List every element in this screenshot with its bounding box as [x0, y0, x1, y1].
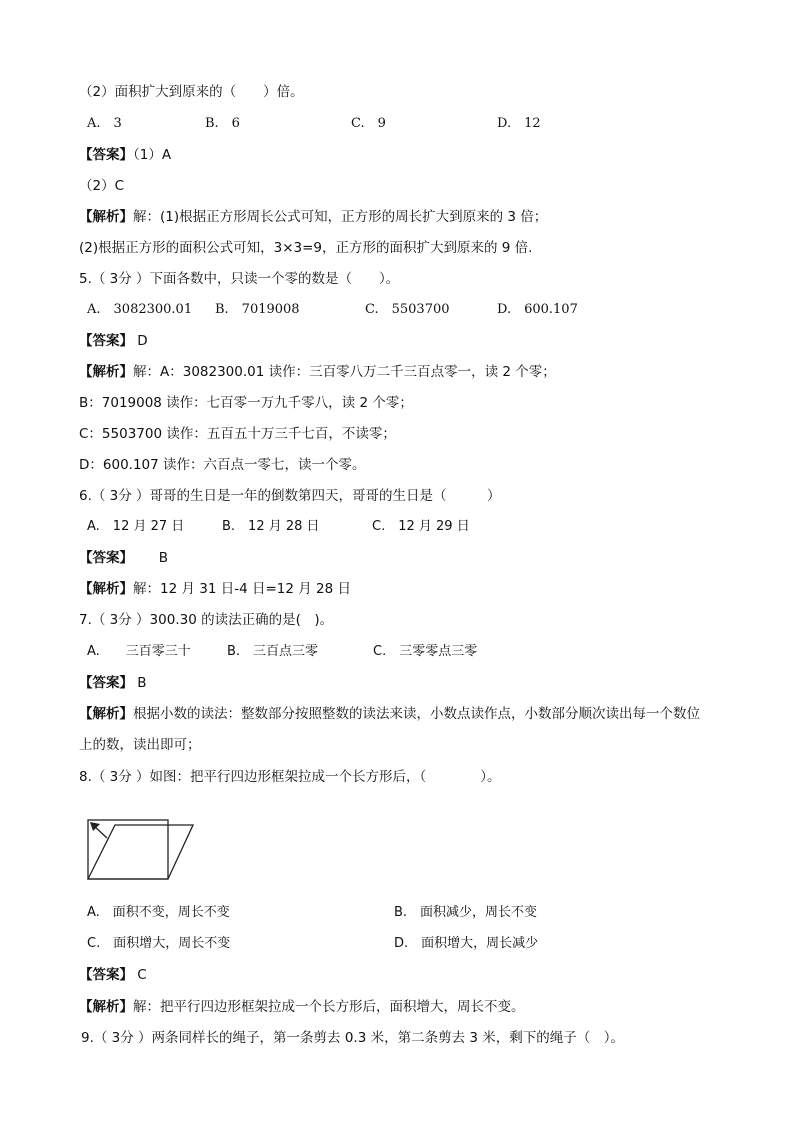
analysis-tag: 【解析】 — [79, 364, 133, 380]
analysis-tag: 【解析】 — [79, 999, 133, 1015]
q7-option-c: C. 三零零点三零 — [373, 644, 478, 659]
q5-analysis-3: C：5503700 读作：五百五十万三千七百，不读零； — [79, 426, 396, 442]
answer-tag: 【答案】 — [79, 147, 133, 163]
rectangle-shape — [88, 820, 168, 879]
analysis-tag: 【解析】 — [79, 581, 133, 597]
answer-text: B — [137, 675, 147, 691]
q6-option-c: C. 12 月 29 日 — [372, 519, 470, 534]
q5-option-a: A. 3082300.01 — [87, 302, 193, 317]
q4-answer-2: （2）C — [79, 178, 125, 194]
q8-option-c: C. 面积增大，周长不变 — [87, 936, 231, 951]
q4-option-c: C. 9 — [351, 116, 386, 131]
q5-option-d: D. 600.107 — [497, 302, 578, 317]
answer-tag: 【答案】 — [79, 675, 133, 691]
q6-stem: 6.（ 3分 ）哥哥的生日是一年的倒数第四天，哥哥的生日是（ ） — [79, 488, 501, 504]
parallelogram-rectangle-figure — [86, 818, 196, 882]
q6-analysis — [79, 579, 351, 599]
answer-tag: 【答案】 — [79, 333, 133, 349]
q4-part2-stem: （2）面积扩大到原来的（ ）倍。 — [79, 84, 304, 100]
analysis-tag: 【解析】 — [79, 706, 133, 722]
answer-text: D — [137, 333, 148, 349]
q5-option-c: C. 5503700 — [365, 302, 450, 317]
answer-tag: 【答案】 — [79, 550, 133, 566]
q8-analysis — [79, 997, 525, 1017]
q4-option-a: A. 3 — [87, 116, 122, 131]
analysis-tag: 【解析】 — [79, 209, 133, 225]
answer-text: （1）A — [133, 147, 172, 163]
q5-analysis — [79, 362, 556, 382]
q4-answer — [79, 145, 171, 165]
answer-tag: 【答案】 — [79, 967, 133, 983]
analysis-text: 解：把平行四边形框架拉成一个长方形后，面积增大，周长不变。 — [133, 999, 525, 1015]
q8-answer — [79, 965, 147, 985]
parallelogram-shape — [88, 825, 193, 879]
analysis-text: 解：(1)根据正方形周长公式可知，正方形的周长扩大到原来的 3 倍； — [133, 209, 548, 225]
q4-option-b: B. 6 — [205, 116, 240, 131]
q5-stem: 5.（ 3分 ）下面各数中，只读一个零的数是（ ）。 — [79, 271, 400, 287]
q6-option-a: A. 12 月 27 日 — [87, 519, 185, 534]
q8-option-a: A. 面积不变，周长不变 — [87, 905, 230, 920]
analysis-text: 根据小数的读法：整数部分按照整数的读法来读，小数点读作点，小数部分顺次读出每一个数位 — [133, 706, 700, 722]
q4-analysis-2: (2)根据正方形的面积公式可知，3×3=9，正方形的面积扩大到原来的 9 倍. — [79, 240, 533, 256]
q4-option-d: D. 12 — [497, 116, 541, 131]
analysis-text: 解：12 月 31 日-4 日=12 月 28 日 — [133, 581, 352, 597]
q5-option-b: B. 7019008 — [215, 302, 300, 317]
q7-stem: 7.（ 3分 ）300.30 的读法正确的是( )。 — [79, 612, 334, 628]
q9-stem: 9.（ 3分 ）两条同样长的绳子，第一条剪去 0.3 米，第二条剪去 3 米，剩下的绳子（ ）。 — [81, 1030, 625, 1046]
q7-option-b: B. 三百点三零 — [227, 644, 319, 659]
q8-option-d: D. 面积增大，周长减少 — [394, 936, 539, 951]
q8-stem: 8.（ 3分 ）如图：把平行四边形框架拉成一个长方形后，（ ）。 — [79, 769, 501, 785]
q4-analysis — [79, 207, 547, 227]
q6-answer — [79, 548, 168, 568]
answer-text: C — [137, 967, 147, 983]
q7-analysis-2: 上的数，读出即可； — [79, 737, 201, 753]
q7-answer — [79, 673, 147, 693]
q5-answer — [79, 331, 148, 351]
q8-option-b: B. 面积减少，周长不变 — [394, 905, 538, 920]
q5-analysis-2: B：7019008 读作：七百零一万九千零八，读 2 个零； — [79, 395, 413, 411]
answer-text: B — [158, 550, 169, 566]
q7-analysis — [79, 704, 700, 724]
q6-option-b: B. 12 月 28 日 — [222, 519, 320, 534]
q5-analysis-4: D：600.107 读作：六百点一零七，读一个零。 — [79, 457, 366, 473]
q7-option-a: A. 三百零三十 — [87, 644, 191, 659]
analysis-text: 解：A：3082300.01 读作：三百零八万二千三百点零一，读 2 个零； — [133, 364, 556, 380]
